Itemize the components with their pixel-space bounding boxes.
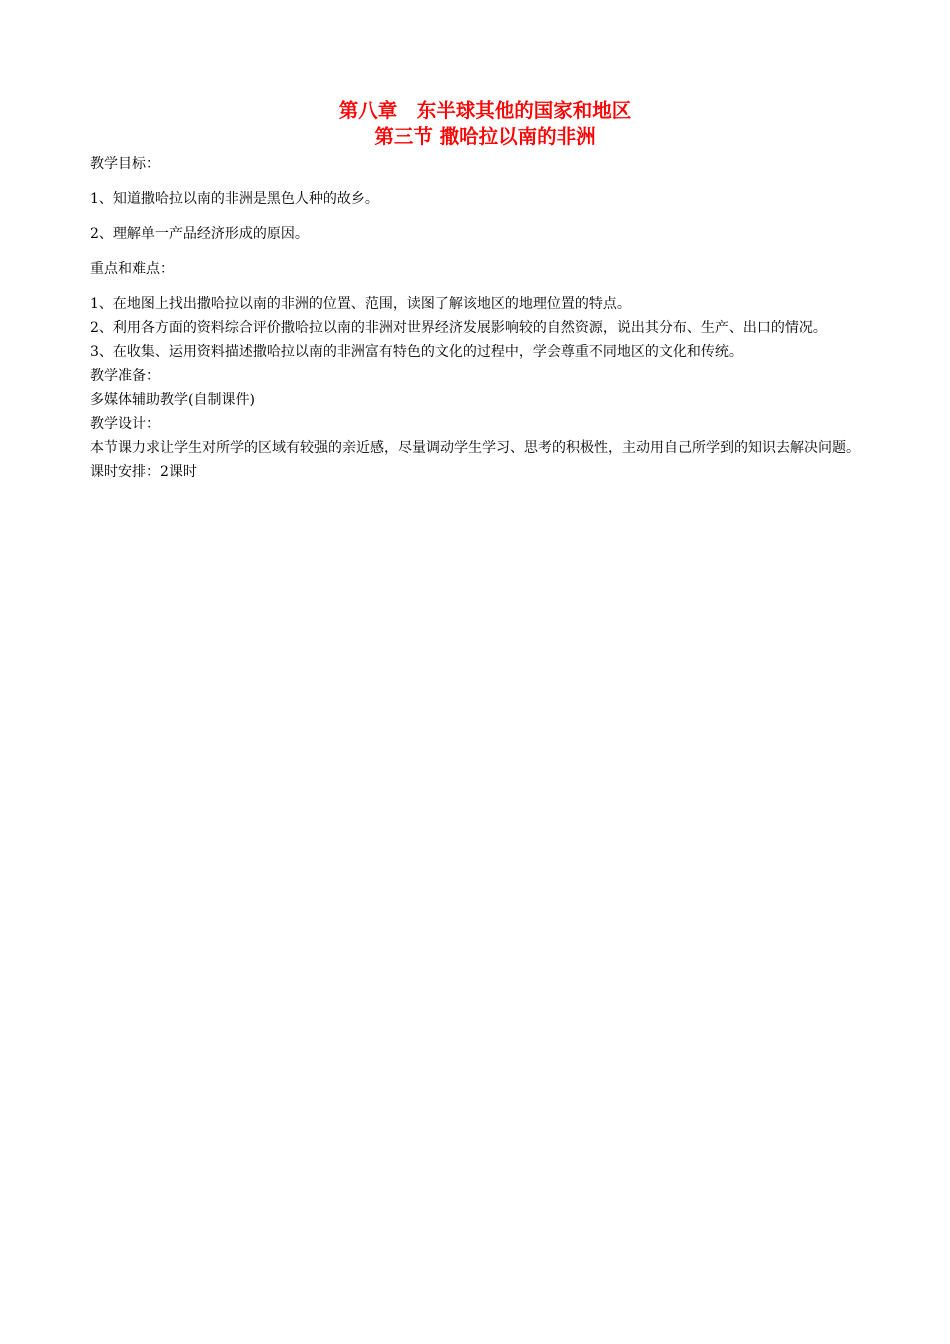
key-point-item-2: 2、利用各方面的资料综合评价撒哈拉以南的非洲对世界经济发展影响较的自然资源，说出其分布、生产、出口的情况。 [90, 320, 827, 336]
key-points-heading: 重点和难点： [90, 261, 174, 277]
preparation-text: 多媒体辅助教学(自制课件) [90, 392, 255, 408]
schedule-text: 课时安排：2课时 [90, 464, 197, 480]
document-page [90, 98, 880, 484]
objectives-heading: 教学目标： [90, 156, 160, 172]
objective-item-2: 2、理解单一产品经济形成的原因。 [90, 226, 309, 242]
chapter-title: 第八章 东半球其他的国家和地区 [338, 99, 632, 122]
preparation-heading: 教学准备： [90, 368, 160, 384]
key-point-item-1: 1、在地图上找出撒哈拉以南的非洲的位置、范围，读图了解该地区的地理位置的特点。 [90, 296, 631, 312]
design-text: 本节课力求让学生对所学的区域有较强的亲近感，尽量调动学生学习、思考的积极性，主动用自己所学到的知识去解决问题。 [90, 440, 860, 456]
key-point-item-3: 3、在收集、运用资料描述撒哈拉以南的非洲富有特色的文化的过程中，学会尊重不同地区的文化和传统。 [90, 344, 743, 360]
design-heading: 教学设计： [90, 416, 160, 432]
objective-item-1: 1、知道撒哈拉以南的非洲是黑色人种的故乡。 [90, 191, 379, 207]
section-title: 第三节 撒哈拉以南的非洲 [374, 125, 596, 148]
